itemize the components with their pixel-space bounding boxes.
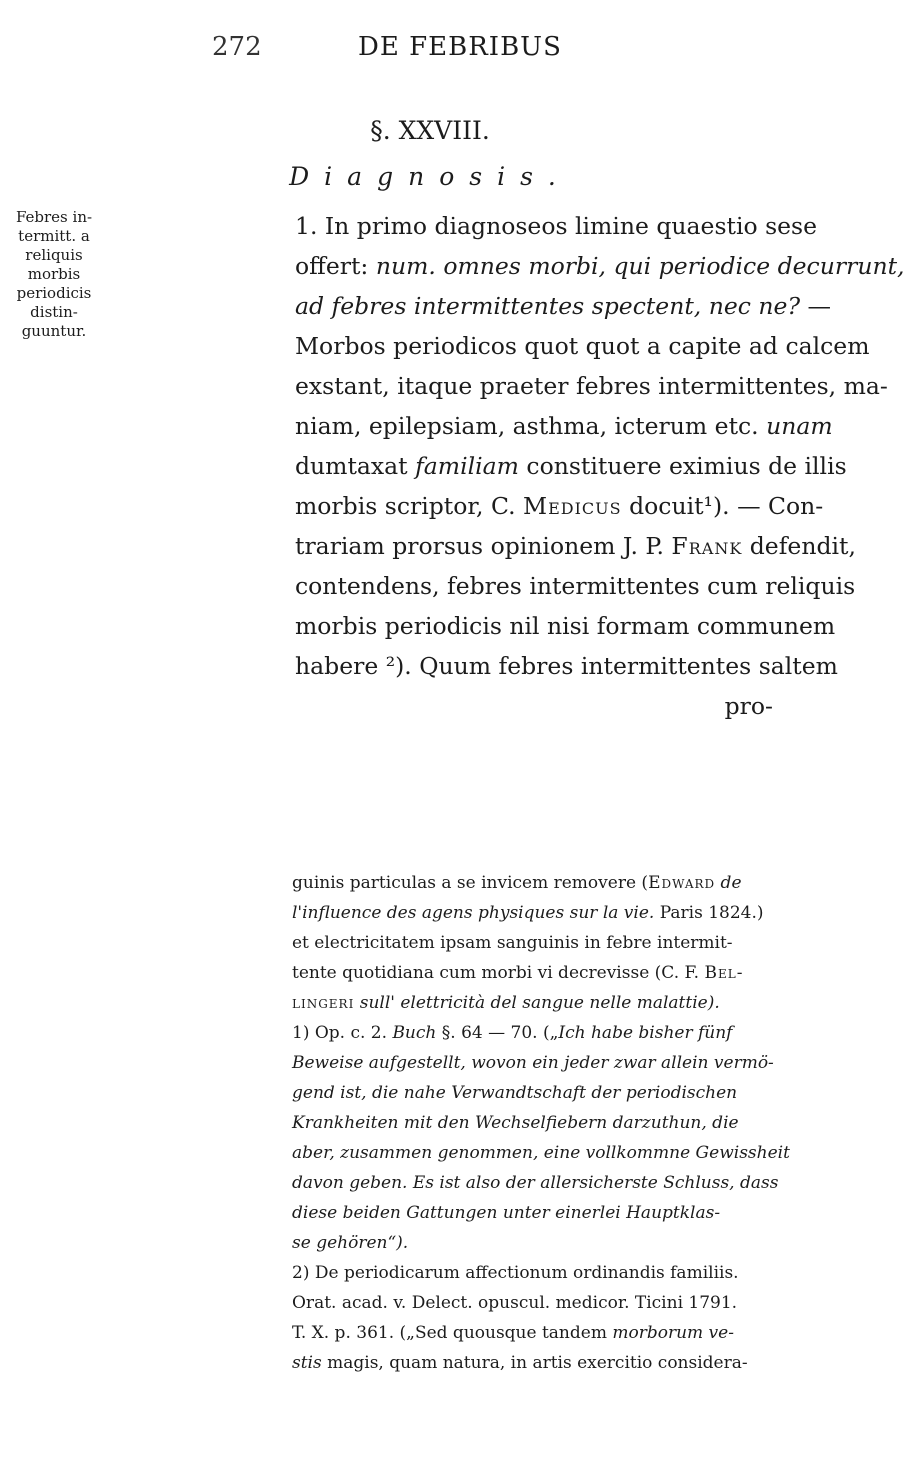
- page-header: [0, 32, 800, 72]
- text-line: trariam prorsus opinionem J. P. Frank defendit,: [295, 532, 856, 560]
- body-paragraph: [295, 206, 905, 726]
- footnote-line: et electricitatem ipsam sanguinis in febre intermit-: [292, 933, 733, 953]
- footnote-line: l'influence des agens physiques sur la vie. Paris 1824.): [292, 903, 764, 923]
- margin-note-line: reliquis: [25, 246, 83, 264]
- text-line: contendens, febres intermittentes cum reliquis: [295, 572, 856, 600]
- footnote-line: Orat. acad. v. Delect. opuscul. medicor. Ticini 1791.: [292, 1293, 738, 1313]
- margin-note: [10, 208, 98, 341]
- footnote-line: 1) Op. c. 2. Buch §. 64 — 70. („Ich habe bisher fünf: [292, 1023, 733, 1043]
- margin-note-line: termitt. a: [18, 227, 90, 245]
- footnote-line: gend ist, die nahe Verwandtschaft der periodischen: [292, 1083, 738, 1103]
- margin-note-line: guuntur.: [21, 322, 87, 340]
- footnote-line: davon geben. Es ist also der allersicherste Schluss, dass: [292, 1173, 779, 1193]
- section-number: §. XXVIII.: [370, 116, 490, 145]
- margin-note-line: morbis: [27, 265, 81, 283]
- section-title: Diagnosis.: [289, 162, 571, 191]
- footnote-line: stis magis, quam natura, in artis exercitio considera-: [292, 1353, 748, 1373]
- footnote-line: se gehören“).: [292, 1233, 409, 1253]
- text-line: niam, epilepsiam, asthma, icterum etc. unam: [295, 412, 833, 440]
- footnote-line: tente quotidiana cum morbi vi decrevisse (C. F. Bel-: [292, 963, 744, 983]
- footnote-line: T. X. p. 361. („Sed quousque tandem morborum ve-: [292, 1323, 734, 1343]
- text-line: morbis scriptor, C. Medicus docuit¹). — Con-: [295, 492, 824, 520]
- footnote-line: guinis particulas a se invicem removere (Edward de: [292, 873, 742, 893]
- page-number: 272: [212, 32, 262, 62]
- footnote-line: aber, zusammen genommen, eine vollkommne Gewissheit: [292, 1143, 790, 1163]
- text-line: morbis periodicis nil nisi formam communem: [295, 612, 836, 640]
- footnote-line: Beweise aufgestellt, wovon ein jeder zwar allein vermö-: [292, 1053, 774, 1073]
- footnote-line: Krankheiten mit den Wechselfiebern darzuthun, die: [292, 1113, 739, 1133]
- running-head: DE FEBRIBUS: [358, 32, 562, 62]
- footnote-line: lingeri sull' elettricità del sangue nelle malattie).: [292, 993, 720, 1013]
- text-line: dumtaxat familiam constituere eximius de illis: [295, 452, 847, 480]
- text-line: offert: num. omnes morbi, qui periodice decurrunt,: [295, 252, 905, 280]
- text-line: habere ²). Quum febres intermittentes saltem: [295, 652, 838, 680]
- footnote-line: diese beiden Gattungen unter einerlei Hauptklas-: [292, 1203, 721, 1223]
- text-line: exstant, itaque praeter febres intermittentes, ma-: [295, 372, 888, 400]
- text-line: Morbos periodicos quot quot a capite ad calcem: [295, 332, 870, 360]
- footnotes: [292, 868, 792, 1378]
- margin-note-line: distin-: [30, 303, 78, 321]
- text-line: ad febres intermittentes spectent, nec ne? —: [295, 292, 832, 320]
- text-line: 1. In primo diagnoseos limine quaestio sese: [295, 212, 818, 240]
- margin-note-line: Febres in-: [15, 208, 93, 226]
- footnote-line: 2) De periodicarum affectionum ordinandis familiis.: [292, 1263, 739, 1283]
- margin-note-line: periodicis: [16, 284, 92, 302]
- catchword: pro-: [724, 692, 773, 720]
